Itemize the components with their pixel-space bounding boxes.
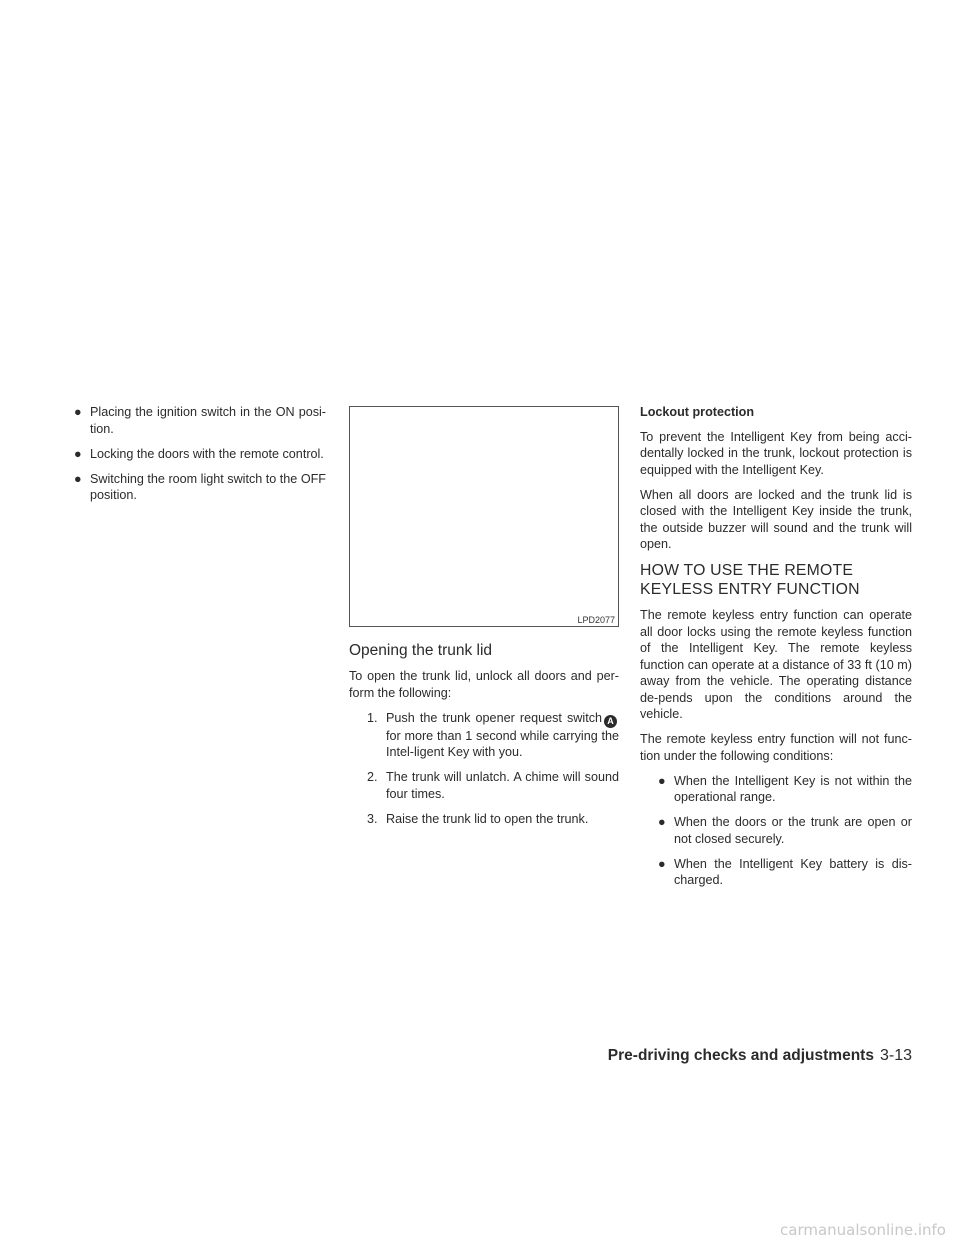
bullet-icon: ●	[658, 773, 666, 788]
left-column	[74, 404, 326, 512]
list-item: ● Locking the doors with the remote control.	[74, 446, 324, 461]
paragraph: The remote keyless entry function can operate all door locks using the remote keyless function of the Intelligent Key. The remote keyless function can operate at a distance of 33 ft (10 m) away from the vehicle. The operating distance de-pends upon the conditions around the vehicle.	[640, 608, 912, 721]
callout-a-icon: A	[604, 715, 617, 728]
list-item: ● When the Intelligent Key battery is dis-charged.	[658, 856, 912, 887]
bullet-icon: ●	[658, 815, 666, 829]
list-item: 3. Raise the trunk lid to open the trunk.	[367, 811, 589, 826]
paragraph: The remote keyless entry function will not func-tion under the following conditions:	[640, 732, 912, 763]
bullet-icon: ●	[74, 405, 82, 419]
illustration-frame	[349, 406, 619, 627]
paragraph: To open the trunk lid, unlock all doors and per-form the following:	[349, 669, 619, 700]
subheading: Lockout protection	[640, 405, 755, 419]
section-heading: Opening the trunk lid	[349, 642, 493, 659]
list-item: ● When the doors or the trunk are open or not closed securely.	[658, 815, 912, 846]
footer-section-title: Pre-driving checks and adjustments	[607, 1047, 874, 1064]
list-item: ● Placing the ignition switch in the ON posi-tion.	[74, 405, 326, 436]
paragraph: To prevent the Intelligent Key from being acci-dentally locked in the trunk, lockout protection is equipped with the Intelligent Key.	[640, 429, 912, 477]
middle-column	[349, 404, 619, 836]
paragraph: When all doors are locked and the trunk lid is closed with the Intelligent Key inside the trunk, the outside buzzer will sound and the trunk will open.	[640, 487, 912, 551]
right-column	[640, 404, 912, 897]
bullet-icon: ●	[658, 856, 666, 871]
bullet-icon: ●	[74, 446, 82, 461]
bullet-icon: ●	[74, 471, 82, 486]
figure-code: LPD2077	[577, 615, 615, 625]
list-item: ● Switching the room light switch to the OFF position.	[74, 471, 326, 502]
page-footer	[608, 1046, 912, 1066]
list-item: 2. The trunk will unlatch. A chime will sound four times.	[367, 770, 619, 801]
list-item: ● When the Intelligent Key is not within the operational range.	[658, 773, 912, 804]
page-number: 3-13	[879, 1047, 912, 1064]
list-item: 1. Push the trunk opener request switch Afor more than 1 second while carrying the Intel-ligent Key with you.	[367, 710, 619, 759]
section-heading: HOW TO USE THE REMOTE KEYLESS ENTRY FUNCTION	[640, 562, 860, 598]
watermark-text: carmanualsonline.info	[780, 1221, 946, 1239]
